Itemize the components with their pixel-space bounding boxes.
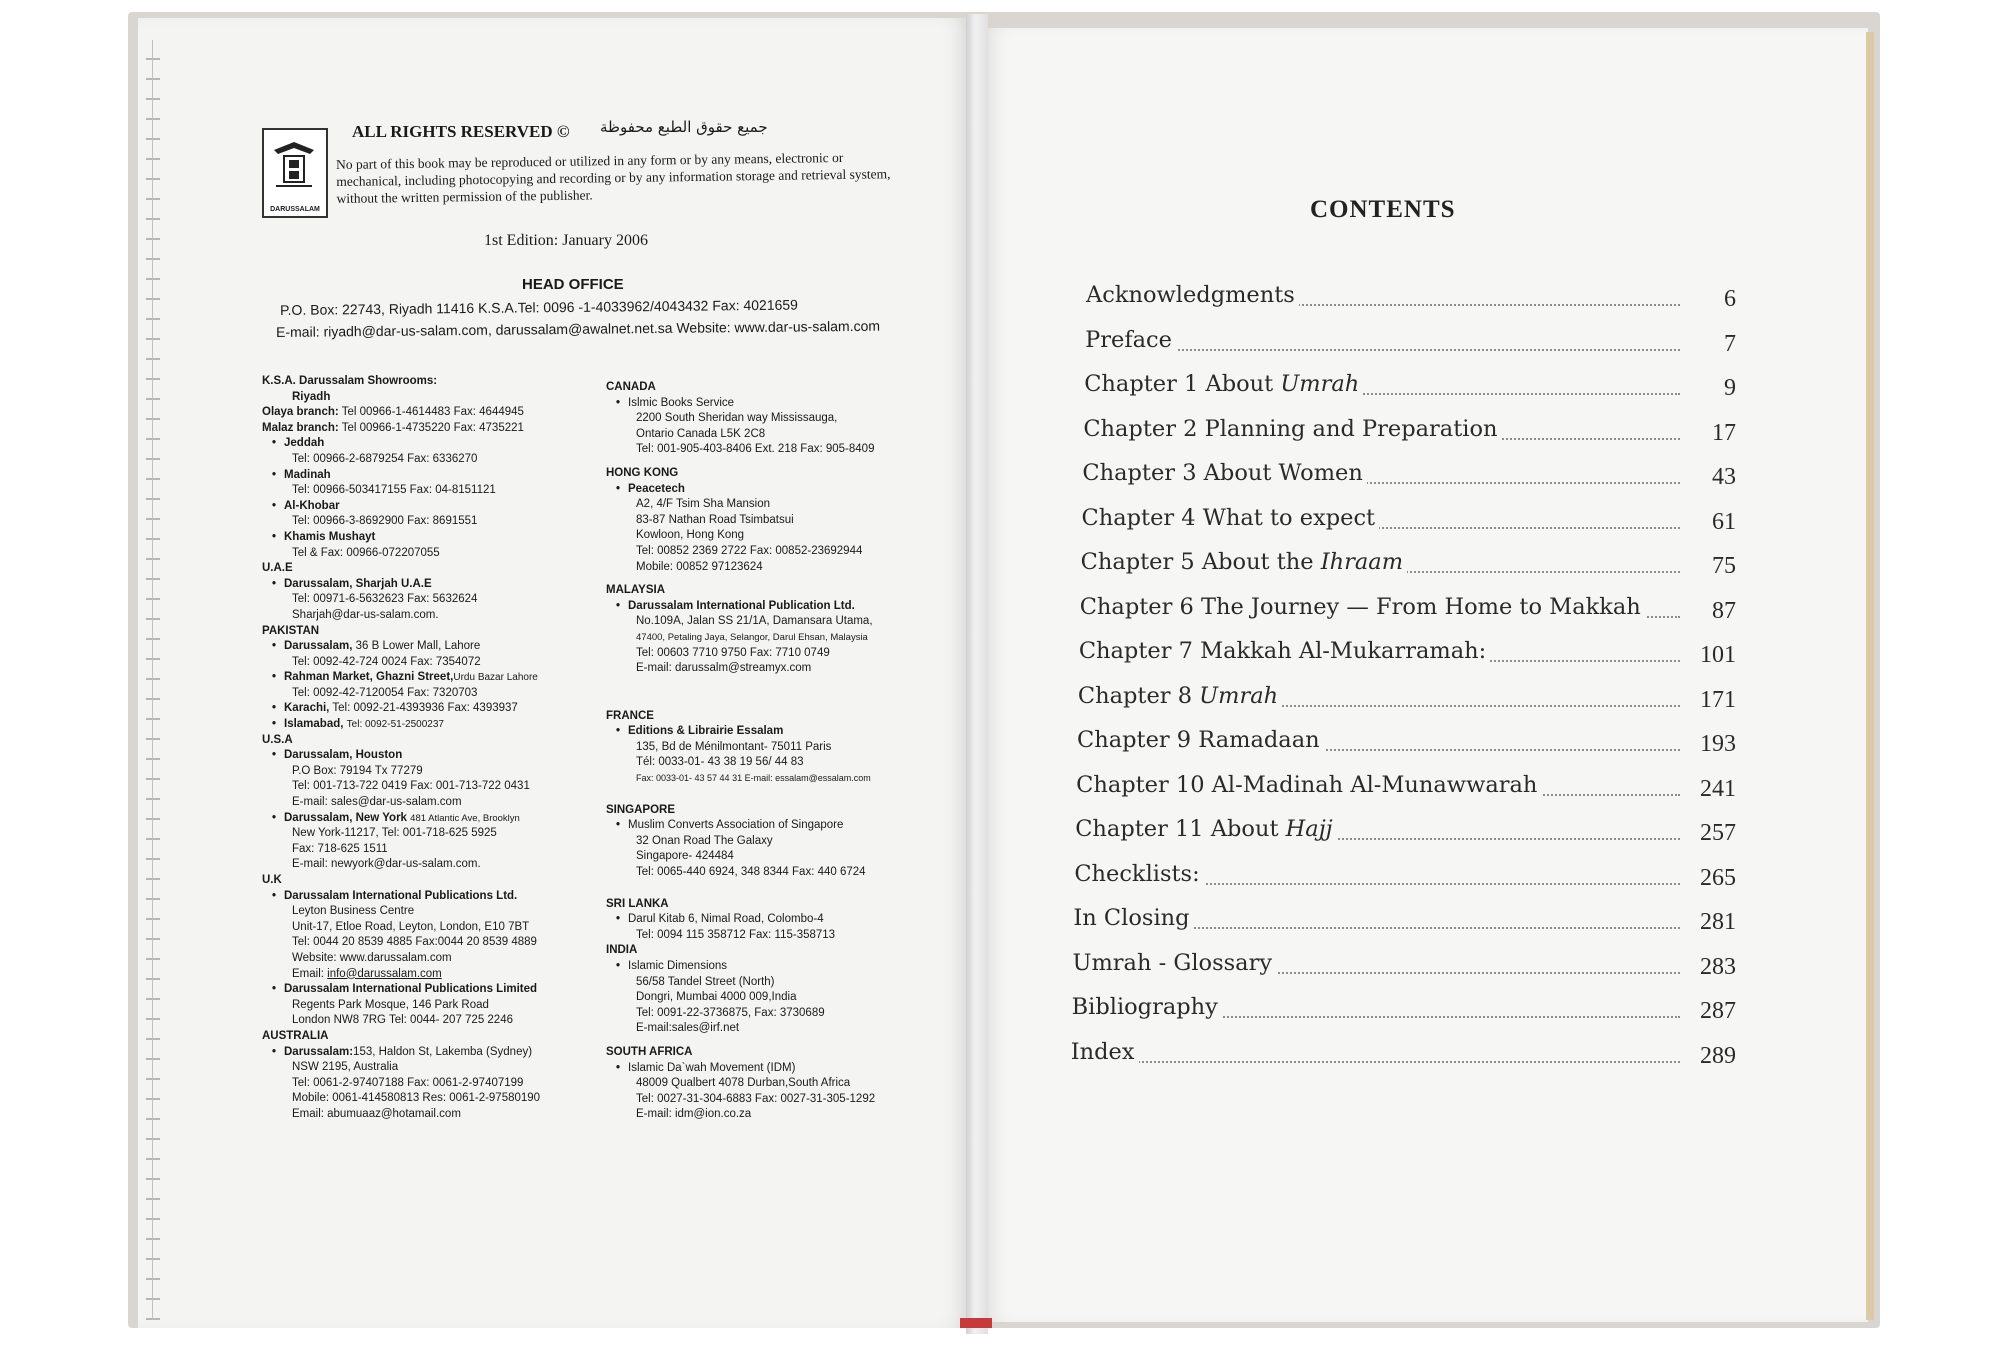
contact-line: Tel: 0092-42-724 0024 Fax: 7354072 xyxy=(292,655,481,668)
branch-name: Olaya branch: xyxy=(262,406,339,419)
contact-line: Tel: 00971-6-5632623 Fax: 5632624 xyxy=(292,593,478,606)
region-heading: U.K xyxy=(262,874,282,886)
list-item: • Jeddah xyxy=(272,437,325,450)
toc-entry[interactable] xyxy=(1078,683,1736,728)
toc-entry-title: Bibliography xyxy=(1072,994,1222,1020)
contact-line: A2, 4/F Tsim Sha Mansion xyxy=(636,498,771,511)
toc-page-number: 193 xyxy=(1700,731,1736,757)
contact-line: 56/58 Tandel Street (North) xyxy=(636,975,775,988)
rights-title: ALL RIGHTS RESERVED © xyxy=(352,122,570,141)
contact-line: Fax: 718-625 1511 xyxy=(292,842,388,855)
region-heading: U.S.A xyxy=(262,733,293,746)
book-emblem-icon xyxy=(270,136,318,192)
toc-entry-title: Chapter 6 The Journey — From Home to Makkah xyxy=(1080,594,1645,620)
region-heading: SINGAPORE xyxy=(606,803,676,816)
toc-entry-title: In Closing xyxy=(1073,905,1193,931)
toc-entry[interactable] xyxy=(1073,950,1737,995)
list-item: • Editions & Librairie Essalam xyxy=(616,725,784,738)
contact-line: Tel: 0091-22-3736875, Fax: 3730689 xyxy=(636,1006,825,1019)
branch-line xyxy=(262,405,582,421)
list-item: • Karachi, Tel: 0092-21-4393936 Fax: 4393937 xyxy=(272,702,518,715)
dot-leader xyxy=(1071,1061,1680,1063)
contact-line: 48009 Qualbert 4078 Durban,South Africa xyxy=(636,1077,851,1090)
list-item: • Darussalam, New York 481 Atlantic Ave, Brooklyn xyxy=(272,811,520,824)
toc-page-number: 287 xyxy=(1700,998,1736,1024)
head-office-contact: E-mail: riyadh@dar-us-salam.com, darussalam@awalnet.net.sa Website: www.dar-us-salam.com xyxy=(276,317,881,340)
branch-contact: Tel 00966-1-4735220 Fax: 4735221 xyxy=(341,421,524,434)
list-item: • Darussalam, Sharjah U.A.E xyxy=(272,577,432,590)
toc-entry-title: Chapter 11 About Hajj xyxy=(1075,816,1336,842)
contact-line: P.O Box: 79194 Tx 77279 xyxy=(292,764,423,777)
toc-entry-title: Index xyxy=(1071,1039,1139,1065)
contact-line: E-mail: sales@dar-us-salam.com xyxy=(292,796,462,809)
list-item: • Al-Khobar xyxy=(272,499,340,512)
toc-page-number: 9 xyxy=(1724,375,1736,401)
contact-line: Unit-17, Etloe Road, Leyton, London, E10 7BT xyxy=(292,920,530,933)
contact-line: No.109A, Jalan SS 21/1A, Damansara Utama, xyxy=(636,615,873,628)
region-heading: PAKISTAN xyxy=(262,624,320,637)
toc-page-number: 289 xyxy=(1700,1042,1736,1069)
toc-page-number: 87 xyxy=(1712,597,1736,624)
book-spine xyxy=(966,14,988,1334)
region-heading: CANADA xyxy=(606,381,656,393)
contact-line: E-mail: newyork@dar-us-salam.com. xyxy=(292,858,481,871)
branch-contact: Tel 00966-1-4614483 Fax: 4644945 xyxy=(341,406,524,419)
contact-line: 135, Bd de Ménilmontant- 75011 Paris xyxy=(636,740,832,753)
toc-entry[interactable] xyxy=(1083,416,1736,461)
head-office-title: HEAD OFFICE xyxy=(522,276,624,293)
toc-entry[interactable] xyxy=(1079,638,1736,683)
edition-line: 1st Edition: January 2006 xyxy=(484,232,648,249)
city-name: Riyadh xyxy=(292,390,331,403)
toc-entry[interactable] xyxy=(1074,861,1736,906)
list-item: • Darussalam, Houston xyxy=(272,749,403,762)
toc-page-number: 265 xyxy=(1700,864,1736,891)
toc-entry[interactable] xyxy=(1073,905,1736,950)
toc-entry-title: Umrah - Glossary xyxy=(1073,950,1277,976)
toc-entry[interactable] xyxy=(1072,994,1736,1039)
list-item: • Islamic Dimensions xyxy=(616,960,728,972)
list-item: • Islamic Da`wah Movement (IDM) xyxy=(616,1061,796,1074)
contact-line: Email: abumuaaz@hotamail.com xyxy=(292,1107,461,1120)
list-item: • Muslim Converts Association of Singapore xyxy=(616,819,844,832)
list-item: • Darussalam International Publications Ltd. xyxy=(272,889,518,902)
region-heading: SOUTH AFRICA xyxy=(606,1045,693,1058)
binding-line xyxy=(152,40,153,1320)
contact-line: E-mail: idm@ion.co.za xyxy=(636,1108,752,1121)
rights-arabic: جميع حقوق الطبع محفوظة xyxy=(600,118,768,136)
toc-page-number: 171 xyxy=(1700,686,1736,713)
contact-line: Tel: 0044 20 8539 4885 Fax:0044 20 8539 4889 xyxy=(292,936,537,949)
spiral-binding xyxy=(146,40,160,1320)
toc-entry[interactable] xyxy=(1084,371,1736,416)
toc-entry-title: Chapter 9 Ramadaan xyxy=(1077,727,1324,753)
list-item: • Darussalam:153, Haldon St, Lakemba (Sydney) xyxy=(272,1045,533,1058)
toc-entry[interactable] xyxy=(1085,327,1736,372)
contact-line: Tel: 0094 115 358712 Fax: 115-358713 xyxy=(636,928,836,941)
email-link[interactable]: info@darussalam.com xyxy=(327,967,442,980)
region-heading: U.A.E xyxy=(262,562,293,575)
page-edges xyxy=(1866,32,1874,1320)
toc-page-number: 241 xyxy=(1700,775,1736,802)
list-item: • Darussalam, 36 B Lower Mall, Lahore xyxy=(272,640,481,653)
contact-line: Leyton Business Centre xyxy=(292,905,415,918)
contact-line: Mobile: 0061-414580813 Res: 0061-2-97580190 xyxy=(292,1092,541,1105)
toc-entry[interactable] xyxy=(1075,816,1736,861)
contact-line: 47400, Petaling Jaya, Selangor, Darul Ehsan, Malaysia xyxy=(636,631,868,643)
toc-entry[interactable] xyxy=(1071,1039,1736,1084)
contact-line: Ontario Canada L5K 2C8 xyxy=(636,427,766,440)
toc-page-number: 43 xyxy=(1712,464,1736,490)
toc-page-number: 281 xyxy=(1700,909,1736,935)
contact-line: Tel: 00966-3-8692900 Fax: 8691551 xyxy=(292,515,478,528)
contact-line: Tel: 001-713-722 0419 Fax: 001-713-722 0431 xyxy=(292,780,530,793)
contact-line: Tel: 00852 2369 2722 Fax: 00852-23692944 xyxy=(636,544,863,557)
toc-entry-title: Chapter 2 Planning and Preparation xyxy=(1083,416,1501,442)
contact-line: Tel: 0027-31-304-6883 Fax: 0027-31-305-1292 xyxy=(636,1092,876,1105)
toc-entry-title: Chapter 4 What to expect xyxy=(1082,505,1380,531)
toc-entry-title: Chapter 3 About Women xyxy=(1082,460,1366,486)
contact-line: Mobile: 00852 97123624 xyxy=(636,560,763,573)
publisher-logo xyxy=(262,128,328,218)
toc-entry[interactable] xyxy=(1082,505,1737,550)
contact-line: Tel: 0065-440 6924, 348 8344 Fax: 440 6724 xyxy=(636,866,866,879)
contact-line: Tel: 0092-42-7120054 Fax: 7320703 xyxy=(292,686,478,699)
contact-line: Tel & Fax: 00966-072207055 xyxy=(292,546,440,559)
toc-entry[interactable] xyxy=(1076,772,1736,817)
contact-line: NSW 2195, Australia xyxy=(292,1061,399,1074)
toc-page-number: 283 xyxy=(1700,953,1736,980)
contact-line: Regents Park Mosque, 146 Park Road xyxy=(292,998,489,1011)
list-item: • Khamis Mushayt xyxy=(272,530,376,543)
region-heading: FRANCE xyxy=(606,709,654,722)
contact-line: Singapore- 424484 xyxy=(636,850,734,863)
toc-entry[interactable] xyxy=(1082,460,1736,505)
contact-line: London NW8 7RG Tel: 0044- 207 725 2246 xyxy=(292,1014,513,1027)
list-item: • Madinah xyxy=(272,468,331,481)
region-heading: K.S.A. Darussalam Showrooms: xyxy=(262,375,438,387)
list-item: • Islamabad, Tel: 0092-51-2500237 xyxy=(272,718,444,731)
list-item: • Darul Kitab 6, Nimal Road, Colombo-4 xyxy=(616,913,824,926)
showrooms-column-1 xyxy=(262,374,582,1123)
contact-line: Email: info@darussalam.com xyxy=(292,967,442,980)
contact-line: Tel: 00966-503417155 Fax: 04-8151121 xyxy=(292,484,496,497)
toc-entry[interactable] xyxy=(1086,282,1736,327)
list-item: • Darussalam International Publication Ltd. xyxy=(616,599,855,612)
contact-line: E-mail: darussalm@streamyx.com xyxy=(636,662,812,675)
contact-line: Tel: 001-905-403-8406 Ext. 218 Fax: 905-8409 xyxy=(636,443,875,456)
toc-entry-title: Chapter 8 Umrah xyxy=(1078,683,1282,709)
contact-line: 32 Onan Road The Galaxy xyxy=(636,834,773,847)
contact-line: Tel: 0061-2-97407188 Fax: 0061-2-97407199 xyxy=(292,1076,524,1089)
head-office-address: P.O. Box: 22743, Riyadh 11416 K.S.A.Tel: 0096 -1-4033962/4043432 Fax: 4021659 xyxy=(280,296,799,318)
contact-line: 83-87 Nathan Road Tsimbatsui xyxy=(636,513,794,526)
toc-entry-title: Chapter 10 Al-Madinah Al-Munawwarah xyxy=(1076,772,1541,798)
toc-page-number: 75 xyxy=(1712,553,1736,579)
showrooms-column-2 xyxy=(606,380,906,1123)
table-of-contents xyxy=(1070,282,1736,1083)
contents-title: CONTENTS xyxy=(1310,196,1456,223)
toc-page-number: 257 xyxy=(1700,820,1736,846)
region-heading: SRI LANKA xyxy=(606,897,669,910)
toc-page-number: 6 xyxy=(1724,286,1736,312)
contact-line: Website: www.darussalam.com xyxy=(292,951,452,964)
toc-page-number: 17 xyxy=(1712,419,1736,446)
contact-line: 2200 South Sheridan way Mississauga, xyxy=(636,412,838,425)
contact-line: Tél: 0033-01- 43 38 19 56/ 44 83 xyxy=(636,756,804,769)
toc-entry-title: Preface xyxy=(1085,327,1176,353)
toc-page-number: 61 xyxy=(1712,508,1736,535)
contact-line: New York-11217, Tel: 001-718-625 5925 xyxy=(292,827,497,840)
list-item: • Islmic Books Service xyxy=(616,396,735,409)
contact-line: E-mail:sales@irf.net xyxy=(636,1022,740,1035)
list-item: • Peacetech xyxy=(616,482,685,495)
toc-entry-title: Chapter 7 Makkah Al-Mukarramah: xyxy=(1079,638,1490,664)
rights-notice: No part of this book may be reproduced or utilized in any form or by any means, electronic or mechanical, including photocopying and recording or by any information storage and retrieval system, without the written permission of the publisher. xyxy=(336,149,891,206)
list-item: • Darussalam International Publications Limited xyxy=(272,983,538,996)
toc-entry[interactable] xyxy=(1077,727,1736,772)
toc-entry[interactable] xyxy=(1081,549,1736,594)
branch-name: Malaz branch: xyxy=(262,421,339,434)
contact-line: Dongri, Mumbai 4000 009,India xyxy=(636,991,797,1004)
toc-page-number: 101 xyxy=(1700,642,1736,668)
toc-entry-title: Chapter 5 About the Ihraam xyxy=(1081,549,1407,575)
branch-line xyxy=(262,421,582,437)
toc-entry-title: Acknowledgments xyxy=(1086,282,1299,308)
contact-line: Tel: 00603 7710 9750 Fax: 7710 0749 xyxy=(636,646,830,659)
contact-line: Fax: 0033-01- 43 57 44 31 E-mail: essalam@essalam.com xyxy=(636,773,871,784)
logo-label: DARUSSALAM xyxy=(270,206,320,213)
spine-red-edge xyxy=(960,1318,992,1328)
region-heading: INDIA xyxy=(606,944,638,957)
region-heading: AUSTRALIA xyxy=(262,1029,329,1042)
toc-entry-title: Checklists: xyxy=(1074,861,1203,887)
toc-entry-title: Chapter 1 About Umrah xyxy=(1084,371,1363,397)
region-heading: HONG KONG xyxy=(606,466,679,479)
contact-line: Tel: 00966-2-6879254 Fax: 6336270 xyxy=(292,452,478,465)
contact-line: Kowloon, Hong Kong xyxy=(636,529,745,542)
region-heading: MALAYSIA xyxy=(606,584,665,597)
list-item: • Rahman Market, Ghazni Street,Urdu Bazar Lahore xyxy=(272,671,538,684)
contact-line: Sharjah@dar-us-salam.com. xyxy=(292,608,439,621)
toc-entry[interactable] xyxy=(1080,594,1736,639)
toc-page-number: 7 xyxy=(1724,330,1736,357)
